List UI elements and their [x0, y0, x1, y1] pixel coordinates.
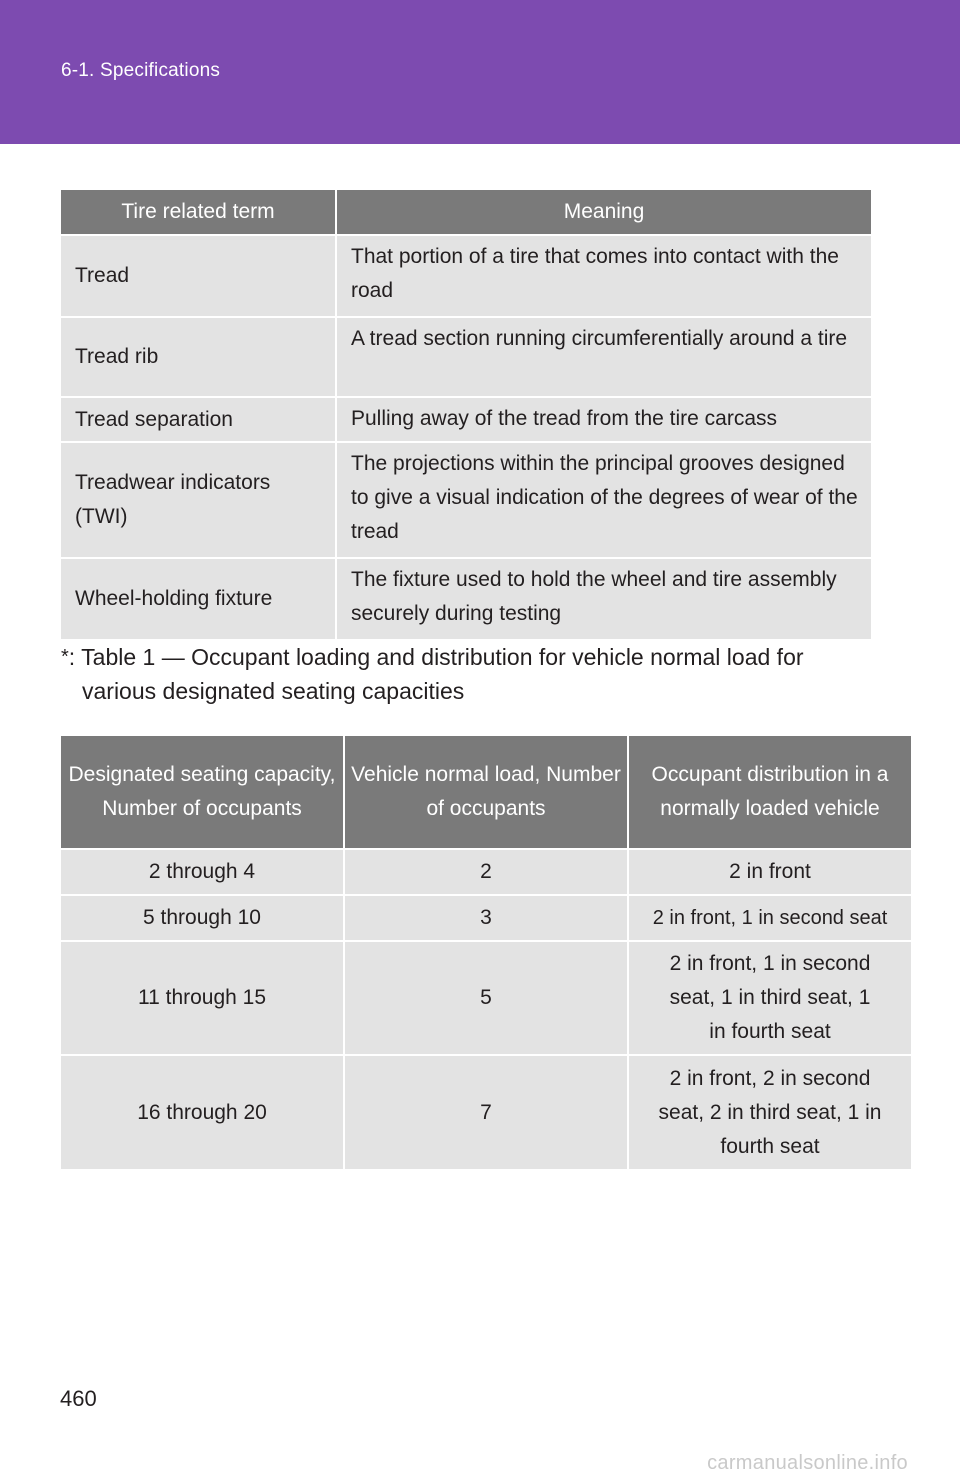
table-header-row — [61, 736, 911, 849]
table-row — [61, 895, 911, 941]
term-cell: Tread rib — [61, 317, 336, 397]
page-number: 460 — [60, 1386, 97, 1411]
occupant-loading-table — [61, 736, 911, 1169]
distribution-cell: 2 in front — [628, 849, 911, 895]
meaning-cell: That portion of a tire that comes into contact with the road — [336, 235, 871, 317]
normal-load-cell: 7 — [344, 1055, 628, 1169]
column-header-meaning: Meaning — [336, 190, 871, 235]
term-cell: Tread — [61, 235, 336, 317]
caption-line-2: various designated seating capacities — [82, 678, 465, 704]
capacity-cell: 2 through 4 — [61, 849, 344, 895]
table-row — [61, 558, 871, 639]
table-row — [61, 442, 871, 558]
table-header-row — [61, 190, 871, 235]
capacity-cell: 5 through 10 — [61, 895, 344, 941]
caption-line-1: : Table 1 — Occupant loading and distribution for vehicle normal load for — [68, 644, 804, 670]
footnote-mark: * — [61, 646, 69, 668]
table-row — [61, 317, 871, 397]
column-header-distribution: Occupant distribution in a normally loaded vehicle — [628, 736, 911, 849]
term-cell: Treadwear indicators (TWI) — [61, 442, 336, 558]
table-caption — [61, 640, 871, 708]
capacity-cell: 16 through 20 — [61, 1055, 344, 1169]
table-row — [61, 1055, 911, 1169]
section-title: 6-1. Specifications — [61, 60, 221, 81]
meaning-cell: Pulling away of the tread from the tire carcass — [336, 397, 871, 442]
column-header-term: Tire related term — [61, 190, 336, 235]
term-cell: Wheel-holding fixture — [61, 558, 336, 639]
meaning-cell: The fixture used to hold the wheel and tire assembly securely during testing — [336, 558, 871, 639]
distribution-cell: 2 in front, 2 in second seat, 2 in third seat, 1 in fourth seat — [628, 1055, 911, 1169]
term-cell: Tread separation — [61, 397, 336, 442]
distribution-cell: 2 in front, 1 in second seat, 1 in third seat, 1 in fourth seat — [628, 941, 911, 1055]
table-row — [61, 235, 871, 317]
meaning-cell: The projections within the principal grooves designed to give a visual indication of the degrees of wear of the tread — [336, 442, 871, 558]
capacity-cell: 11 through 15 — [61, 941, 344, 1055]
tire-terms-table — [61, 190, 871, 639]
watermark: carmanualsonline.info — [707, 1452, 908, 1474]
normal-load-cell: 3 — [344, 895, 628, 941]
column-header-capacity: Designated seating capacity, Number of occupants — [61, 736, 344, 849]
column-header-normal-load: Vehicle normal load, Number of occupants — [344, 736, 628, 849]
normal-load-cell: 5 — [344, 941, 628, 1055]
table-row — [61, 941, 911, 1055]
table-row — [61, 397, 871, 442]
distribution-cell: 2 in front, 1 in second seat — [628, 895, 911, 941]
meaning-cell: A tread section running circumferentially around a tire — [336, 317, 871, 397]
normal-load-cell: 2 — [344, 849, 628, 895]
table-row — [61, 849, 911, 895]
